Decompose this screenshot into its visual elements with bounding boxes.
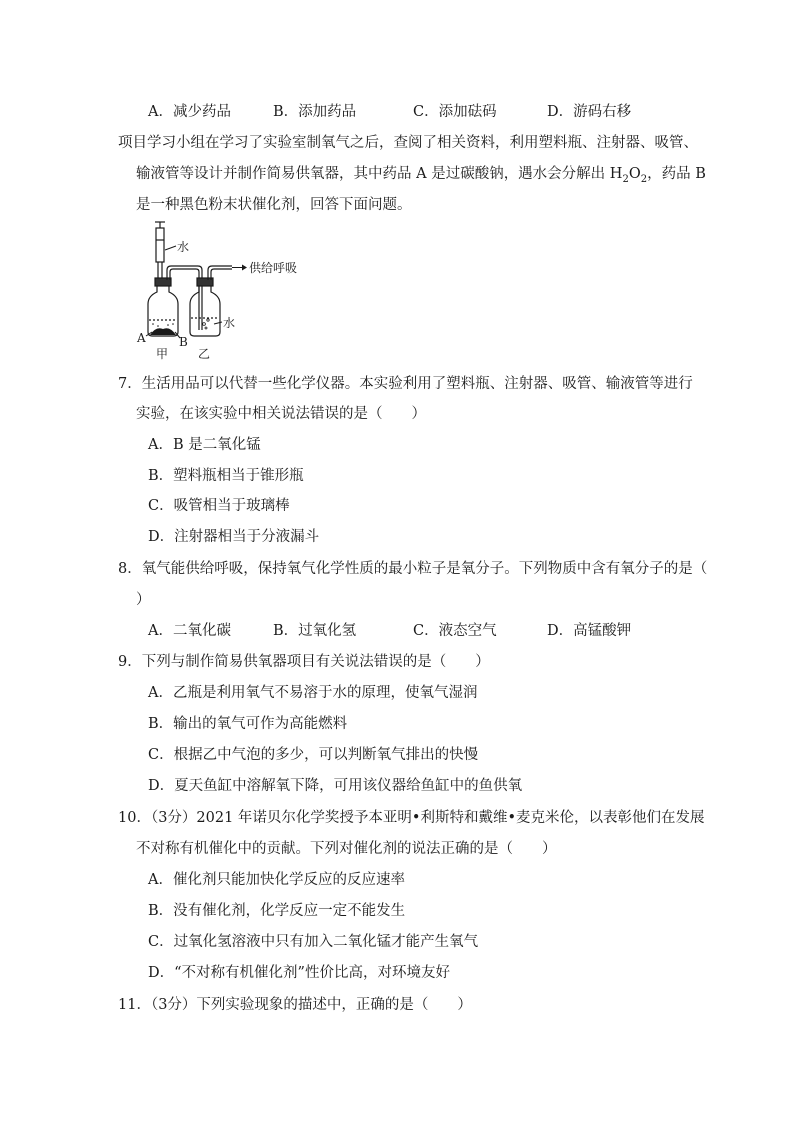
q9-option-b: B．输出的氧气可作为高能燃料	[148, 716, 348, 732]
q7-stem-line-1: 7．生活用品可以代替一些化学仪器。本实验利用了塑料瓶、注射器、吸管、输液管等进行	[118, 376, 693, 392]
intro-line-1: 项目学习小组在学习了实验室制氧气之后，查阅了相关资料，利用塑料瓶、注射器、吸管、	[118, 135, 698, 151]
connecting-tube	[167, 266, 202, 330]
q6-option-b: B．添加药品	[273, 104, 357, 120]
q10-option-b: B．没有催化剂，化学反应一定不能发生	[148, 903, 406, 919]
intro-line-2	[136, 164, 706, 190]
label-supply-breathing: 供给呼吸	[249, 261, 298, 275]
q8-options	[148, 621, 631, 641]
arrow-head-icon	[242, 265, 247, 271]
q10-stem-line-2: 不对称有机催化中的贡献。下列对催化剂的说法正确的是（ ）	[136, 841, 557, 857]
q10-option-d: D．“不对称有机催化剂”性价比高，对环境友好	[148, 965, 450, 981]
intro-line-2-mid: O	[628, 166, 641, 182]
q9-stem-line-1: 9．下列与制作简易供氧器项目有关说法错误的是（ ）	[118, 654, 490, 670]
intro-sub-1: 2	[622, 173, 629, 185]
intro-sub-2: 2	[640, 173, 648, 185]
label-yi: 乙	[198, 347, 211, 361]
q10-stem-line-1: 10．（3分）2021 年诺贝尔化学奖授予本亚明•利斯特和戴维•麦克米伦，以表彰他们在发展	[118, 810, 705, 826]
q6-option-a: A．减少药品	[148, 104, 231, 120]
q7-stem-line-2: 实验，在该实验中相关说法错误的是（ ）	[136, 406, 426, 422]
q7-option-c: C．吸管相当于玻璃棒	[148, 498, 290, 514]
q8-option-a: A．二氧化碳	[148, 623, 231, 639]
label-a: A	[137, 331, 146, 345]
intro-line-2-post: ，药品 B	[647, 166, 706, 182]
q8-option-b: B．过氧化氢	[273, 623, 357, 639]
q10-option-a: A．催化剂只能加快化学反应的反应速率	[148, 872, 405, 888]
label-water-top: 水	[177, 240, 190, 254]
label-b: B	[179, 335, 188, 349]
intro-line-2-pre: 输液管等设计并制作简易供氧器，其中药品 A 是过碳酸钠，遇水会分解出 H	[136, 166, 623, 182]
bottle-jia-icon	[148, 278, 178, 336]
label-jia: 甲	[156, 347, 169, 361]
q7-option-b: B．塑料瓶相当于锥形瓶	[148, 468, 304, 484]
q11-stem-line-1: 11．（3分）下列实验现象的描述中，正确的是（ ）	[118, 997, 472, 1013]
q10-option-c: C．过氧化氢溶液中只有加入二氧化锰才能产生氧气	[148, 934, 479, 950]
label-water-right: 水	[223, 316, 236, 330]
q9-option-d: D．夏天鱼缸中溶解氧下降，可用该仪器给鱼缸中的鱼供氧	[148, 778, 523, 794]
q7-option-a: A．B 是二氧化锰	[148, 437, 261, 453]
powder-dots	[152, 323, 174, 327]
q7-option-d: D．注射器相当于分液漏斗	[148, 529, 320, 545]
q9-option-c: C．根据乙中气泡的多少，可以判断氧气排出的快慢	[148, 747, 479, 763]
powder-a-icon	[150, 328, 176, 335]
q8-option-d: D．高锰酸钾	[547, 623, 632, 639]
syringe-icon	[155, 222, 165, 278]
q8-stem-line-2: ）	[136, 592, 151, 608]
q8-option-c: C．液态空气	[413, 623, 497, 639]
q9-option-a: A．乙瓶是利用氧气不易溶于水的原理，使氧气湿润	[148, 685, 478, 701]
bubbles	[203, 319, 210, 329]
q6-option-d: D．游码右移	[547, 104, 632, 120]
q6-option-c: C．添加砝码	[413, 104, 497, 120]
intro-line-3: 是一种黑色粉末状催化剂，回答下面问题。	[136, 197, 412, 213]
oxygen-generator-figure	[128, 220, 338, 370]
q6-options	[148, 102, 631, 122]
q8-stem-line-1: 8．氧气能供给呼吸，保持氧气化学性质的最小粒子是氧分子。下列物质中含有氧分子的是（	[118, 561, 708, 577]
